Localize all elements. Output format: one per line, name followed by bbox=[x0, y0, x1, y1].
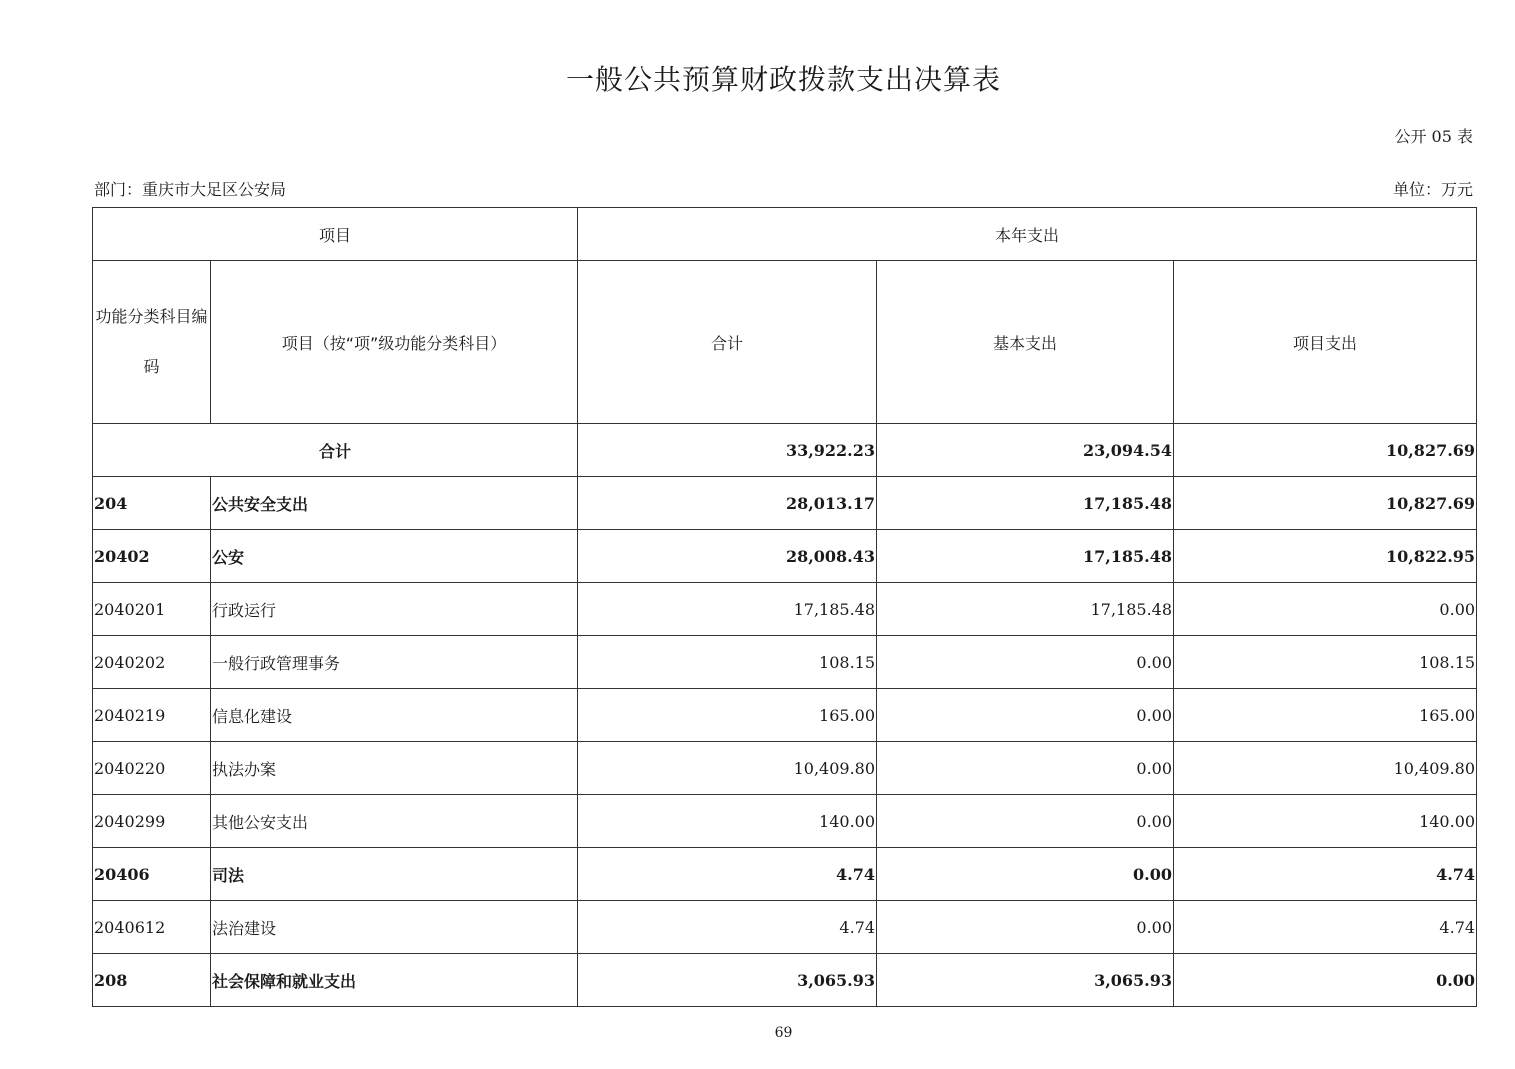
row-basic: 17,185.48 bbox=[877, 530, 1174, 583]
row-name: 行政运行 bbox=[211, 583, 578, 636]
row-basic: 3,065.93 bbox=[877, 954, 1174, 1007]
total-amount: 33,922.23 bbox=[578, 424, 877, 477]
row-basic: 0.00 bbox=[877, 901, 1174, 954]
total-row bbox=[93, 424, 1477, 477]
header-current-year-expense: 本年支出 bbox=[578, 208, 1477, 261]
row-code: 208 bbox=[93, 954, 211, 1007]
row-code: 20402 bbox=[93, 530, 211, 583]
table-row bbox=[93, 477, 1477, 530]
row-total: 3,065.93 bbox=[578, 954, 877, 1007]
total-label: 合计 bbox=[93, 424, 578, 477]
row-code: 20406 bbox=[93, 848, 211, 901]
row-code: 2040612 bbox=[93, 901, 211, 954]
header-row-1 bbox=[93, 208, 1477, 261]
row-name: 公安 bbox=[211, 530, 578, 583]
form-number: 公开 05 表 bbox=[1394, 127, 1473, 146]
row-name: 执法办案 bbox=[211, 742, 578, 795]
row-basic: 0.00 bbox=[877, 795, 1174, 848]
unit-label: 单位：万元 bbox=[1392, 180, 1473, 199]
row-project: 10,409.80 bbox=[1174, 742, 1477, 795]
row-name: 公共安全支出 bbox=[211, 477, 578, 530]
row-project: 4.74 bbox=[1174, 901, 1477, 954]
row-project: 10,827.69 bbox=[1174, 477, 1477, 530]
table-body bbox=[93, 477, 1477, 1007]
table-row bbox=[93, 795, 1477, 848]
row-project: 4.74 bbox=[1174, 848, 1477, 901]
row-code: 2040299 bbox=[93, 795, 211, 848]
row-project: 108.15 bbox=[1174, 636, 1477, 689]
header-project-expense: 项目支出 bbox=[1174, 261, 1477, 424]
row-basic: 0.00 bbox=[877, 742, 1174, 795]
header-total: 合计 bbox=[578, 261, 877, 424]
total-project: 10,827.69 bbox=[1174, 424, 1477, 477]
row-total: 10,409.80 bbox=[578, 742, 877, 795]
page-number: 69 bbox=[774, 1025, 793, 1041]
row-basic: 17,185.48 bbox=[877, 477, 1174, 530]
table-row bbox=[93, 689, 1477, 742]
header-function-code: 功能分类科目编码 bbox=[93, 261, 211, 424]
row-basic: 17,185.48 bbox=[877, 583, 1174, 636]
department-label: 部门：重庆市大足区公安局 bbox=[94, 180, 287, 199]
row-name: 社会保障和就业支出 bbox=[211, 954, 578, 1007]
table-row bbox=[93, 636, 1477, 689]
row-project: 0.00 bbox=[1174, 583, 1477, 636]
row-basic: 0.00 bbox=[877, 848, 1174, 901]
row-code: 2040202 bbox=[93, 636, 211, 689]
table-row bbox=[93, 848, 1477, 901]
header-row-2 bbox=[93, 261, 1477, 424]
row-total: 140.00 bbox=[578, 795, 877, 848]
row-total: 28,008.43 bbox=[578, 530, 877, 583]
row-total: 4.74 bbox=[578, 848, 877, 901]
table-row bbox=[93, 530, 1477, 583]
row-project: 140.00 bbox=[1174, 795, 1477, 848]
row-total: 28,013.17 bbox=[578, 477, 877, 530]
table-row bbox=[93, 954, 1477, 1007]
row-code: 204 bbox=[93, 477, 211, 530]
table-row bbox=[93, 901, 1477, 954]
page-title: 一般公共预算财政拨款支出决算表 bbox=[565, 63, 1001, 96]
row-name: 法治建设 bbox=[211, 901, 578, 954]
row-name: 其他公安支出 bbox=[211, 795, 578, 848]
header-project: 项目 bbox=[93, 208, 578, 261]
table-row bbox=[93, 583, 1477, 636]
row-project: 0.00 bbox=[1174, 954, 1477, 1007]
row-code: 2040201 bbox=[93, 583, 211, 636]
row-code: 2040219 bbox=[93, 689, 211, 742]
row-total: 4.74 bbox=[578, 901, 877, 954]
row-total: 17,185.48 bbox=[578, 583, 877, 636]
row-basic: 0.00 bbox=[877, 689, 1174, 742]
row-project: 10,822.95 bbox=[1174, 530, 1477, 583]
row-project: 165.00 bbox=[1174, 689, 1477, 742]
row-total: 108.15 bbox=[578, 636, 877, 689]
header-item-name: 项目（按“项”级功能分类科目） bbox=[211, 261, 578, 424]
row-name: 信息化建设 bbox=[211, 689, 578, 742]
row-total: 165.00 bbox=[578, 689, 877, 742]
row-basic: 0.00 bbox=[877, 636, 1174, 689]
header-basic-expense: 基本支出 bbox=[877, 261, 1174, 424]
row-code: 2040220 bbox=[93, 742, 211, 795]
expense-table bbox=[92, 207, 1477, 1007]
row-name: 司法 bbox=[211, 848, 578, 901]
row-name: 一般行政管理事务 bbox=[211, 636, 578, 689]
table-row bbox=[93, 742, 1477, 795]
total-basic: 23,094.54 bbox=[877, 424, 1174, 477]
